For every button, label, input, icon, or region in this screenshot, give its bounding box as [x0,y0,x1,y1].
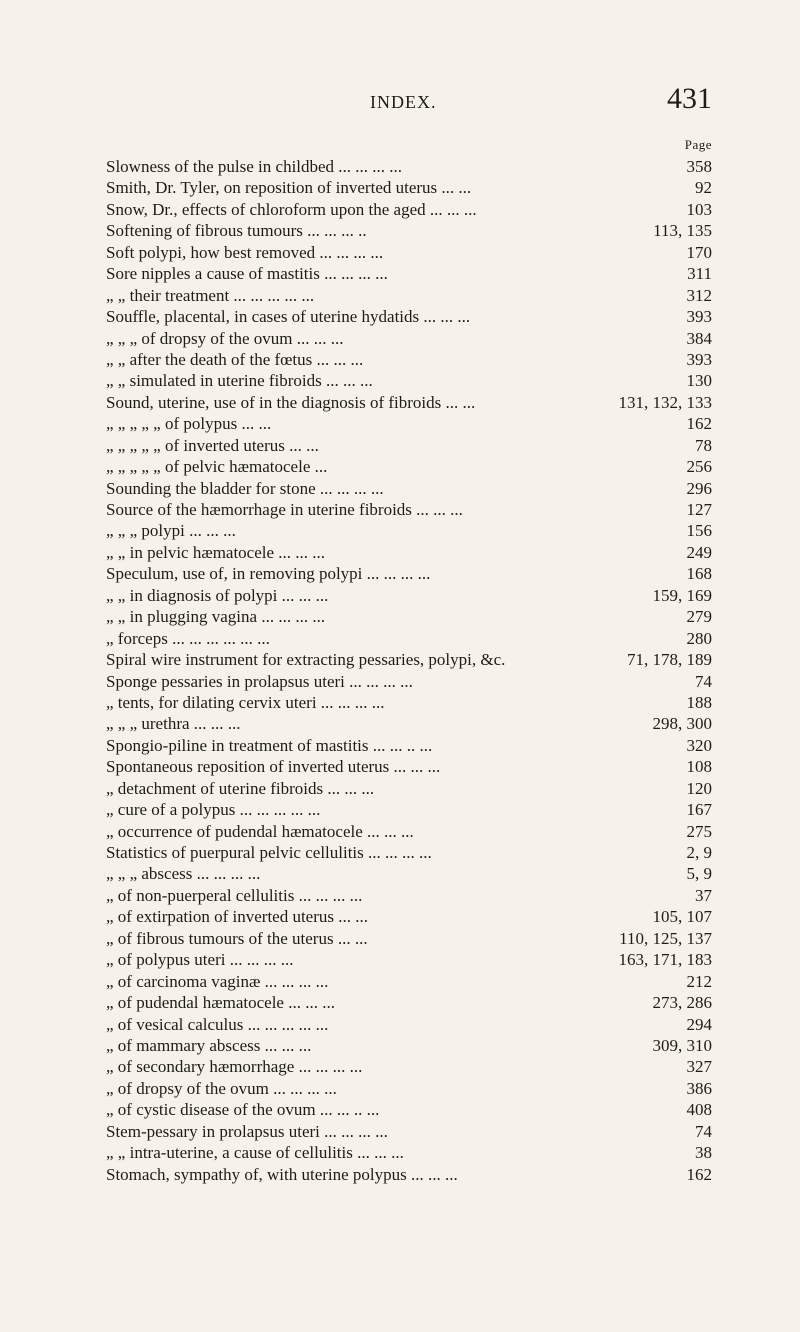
index-entry [106,971,712,992]
index-entry [106,199,712,220]
entry-term: Slowness of the pulse in childbed ... ... ... ... [106,157,403,176]
index-entry [106,1164,712,1185]
entry-pages: 212 [686,971,712,991]
index-entry [106,606,712,627]
index-entry [106,821,712,842]
entry-pages: 275 [686,821,712,841]
entry-pages: 249 [686,542,712,562]
entry-term: Snow, Dr., effects of chloroform upon the aged ... ... ... [106,199,477,219]
index-entry [106,1014,712,1035]
entry-term: „ of fibrous tumours of the uterus ... ... [106,928,368,948]
entry-pages: 92 [695,178,712,198]
entry-pages: 384 [686,328,712,348]
entry-term: „ of extirpation of inverted uterus ... ... [106,907,369,927]
index-entry [106,285,712,306]
index-entry [106,992,712,1013]
page-header [0,82,800,122]
entry-pages: 168 [686,564,712,584]
entry-pages: 110, 125, 137 [619,928,712,948]
entry-pages: 105, 107 [652,907,712,927]
entry-term: „ of carcinoma vaginæ ... ... ... ... [106,971,329,991]
running-title: INDEX. [370,92,437,112]
entry-pages: 162 [686,414,712,434]
entry-term: „ of secondary hæmorrhage ... ... ... ... [106,1057,363,1077]
index-entry [106,906,712,927]
entry-term: „ of pudendal hæmatocele ... ... ... [106,993,335,1013]
entry-term: „ cure of a polypus ... ... ... ... ... [106,800,321,820]
index-entry [106,863,712,884]
entry-term: Spongio-piline in treatment of mastitis ... ... .. ... [106,735,433,755]
index-entry [106,692,712,713]
index-entry [106,220,712,241]
index-entry [106,1056,712,1077]
entry-pages: 309, 310 [652,1035,712,1055]
entry-pages: 280 [686,628,712,648]
entry-pages: 113, 135 [653,221,712,241]
index-entry [106,799,712,820]
entry-term: „ of non-puerperal cellulitis ... ... ... ... [106,885,363,905]
index-entry [106,778,712,799]
entry-pages: 159, 169 [652,585,712,605]
entry-term: „ of dropsy of the ovum ... ... ... ... [106,1078,337,1098]
entry-term: „ „ intra-uterine, a cause of cellulitis ... ... ... [106,1143,404,1163]
index-entry [106,649,712,670]
entry-term: „ forceps ... ... ... ... ... ... [106,628,270,648]
index-entry [106,456,712,477]
entry-pages: 327 [686,1057,712,1077]
entry-pages: 74 [695,671,712,691]
index-entry [106,177,712,198]
entry-term: Softening of fibrous tumours ... ... ... .. [106,221,367,241]
index-entry [106,349,712,370]
index-entry [106,435,712,456]
index-entry [106,1142,712,1163]
entry-term: „ occurrence of pudendal hæmatocele ... ... ... [106,821,414,841]
entry-term: Sound, uterine, use of in the diagnosis of fibroids ... ... [106,392,476,412]
entry-term: Souffle, placental, in cases of uterine hydatids ... ... ... [106,307,471,327]
index-entry [106,392,712,413]
entry-term: Stem-pessary in prolapsus uteri ... ... ... ... [106,1121,388,1141]
index-entry [106,928,712,949]
entry-term: „ of polypus uteri ... ... ... ... [106,950,294,970]
entry-pages: 312 [686,285,712,305]
entry-pages: 294 [686,1014,712,1034]
entry-pages: 279 [686,607,712,627]
index-entry [106,671,712,692]
entry-term: Spontaneous reposition of inverted uterus ... ... ... [106,757,441,777]
entry-term: „ „ „ urethra ... ... ... [106,714,241,734]
index-entry [106,306,712,327]
entry-pages: 256 [686,457,712,477]
entry-term: „ of cystic disease of the ovum ... ... .. ... [106,1100,380,1120]
entry-pages: 408 [686,1100,712,1120]
entry-term: „ „ „ „ „ of pelvic hæmatocele ... [106,457,328,477]
entry-pages: 273, 286 [652,993,712,1013]
entry-term: „ tents, for dilating cervix uteri ... ... ... ... [106,692,385,712]
index-entry [106,585,712,606]
index-entries [106,156,712,1185]
index-entry [106,842,712,863]
entry-pages: 320 [686,735,712,755]
index-entry [106,263,712,284]
entry-term: „ „ in plugging vagina ... ... ... ... [106,607,326,627]
index-entry [106,885,712,906]
entry-pages: 131, 132, 133 [618,392,712,412]
entry-term: Smith, Dr. Tyler, on reposition of inverted uterus ... ... [106,178,472,198]
entry-pages: 120 [686,778,712,798]
entry-term: „ of mammary abscess ... ... ... [106,1035,312,1055]
index-entry [106,563,712,584]
index-entry [106,1078,712,1099]
entry-pages: 74 [695,1121,712,1141]
entry-pages: 298, 300 [652,714,712,734]
entry-pages: 38 [695,1143,712,1163]
entry-term: Speculum, use of, in removing polypi ... ... ... ... [106,564,431,584]
index-entry [106,628,712,649]
index-entry [106,242,712,263]
entry-pages: 103 [686,199,712,219]
entry-term: „ „ „ of dropsy of the ovum ... ... ... [106,328,344,348]
entry-term: Stomach, sympathy of, with uterine polypus ... ... ... [106,1164,458,1184]
index-entry [106,499,712,520]
index-entry [106,542,712,563]
entry-pages: 170 [686,242,712,262]
entry-pages: 311 [687,264,712,284]
entry-pages: 108 [686,757,712,777]
entry-pages: 130 [686,371,712,391]
entry-pages: 167 [686,800,712,820]
entry-term: Statistics of puerpural pelvic cellulitis ... ... ... ... [106,843,432,862]
entry-term: „ „ their treatment ... ... ... ... ... [106,285,315,305]
entry-term: Sponge pessaries in prolapsus uteri ... ... ... ... [106,671,413,691]
entry-term: Sounding the bladder for stone ... ... ... ... [106,478,384,498]
index-entry [106,1099,712,1120]
index-entry [106,413,712,434]
entry-pages: 296 [686,478,712,498]
index-entry [106,1035,712,1056]
entry-term: „ „ after the death of the fœtus ... ... ... [106,349,364,369]
page-number: 431 [667,82,712,115]
index-entry [106,735,712,756]
entry-term: Soft polypi, how best removed ... ... ... ... [106,242,384,262]
index-entry [106,370,712,391]
entry-term: Spiral wire instrument for extracting pessaries, polypi, &c. [106,650,506,670]
entry-pages: 156 [686,521,712,541]
entry-pages: 127 [686,500,712,519]
entry-term: „ „ „ „ „ of inverted uterus ... ... [106,435,319,455]
index-entry [106,478,712,499]
entry-pages: 78 [695,435,712,455]
page-column-label: Page [684,137,712,152]
entry-pages: 71, 178, 189 [627,650,712,670]
entry-term: „ „ in diagnosis of polypi ... ... ... [106,585,329,605]
entry-pages: 188 [686,692,712,712]
entry-term: „ „ „ „ „ of polypus ... ... [106,414,272,434]
entry-pages: 163, 171, 183 [618,950,712,970]
entry-term: Sore nipples a cause of mastitis ... ... ... ... [106,264,388,284]
entry-pages: 5, 9 [686,864,712,884]
entry-pages: 393 [686,307,712,327]
index-entry [106,949,712,970]
entry-pages: 386 [686,1078,712,1098]
entry-term: „ „ „ abscess ... ... ... ... [106,864,261,884]
entry-term: „ of vesical calculus ... ... ... ... ... [106,1014,329,1034]
index-entry [106,328,712,349]
entry-term: Source of the hæmorrhage in uterine fibroids ... ... ... [106,500,463,519]
index-entry [106,1121,712,1142]
entry-term: „ „ in pelvic hæmatocele ... ... ... [106,542,326,562]
entry-pages: 358 [686,157,712,176]
index-entry [106,713,712,734]
entry-term: „ detachment of uterine fibroids ... ... ... [106,778,375,798]
index-entry [106,520,712,541]
entry-pages: 37 [695,885,712,905]
index-entry [106,156,712,177]
entry-term: „ „ „ polypi ... ... ... [106,521,236,541]
entry-term: „ „ simulated in uterine fibroids ... ... ... [106,371,373,391]
entry-pages: 162 [686,1164,712,1184]
index-entry [106,756,712,777]
entry-pages: 393 [686,349,712,369]
entry-pages: 2, 9 [686,843,712,862]
